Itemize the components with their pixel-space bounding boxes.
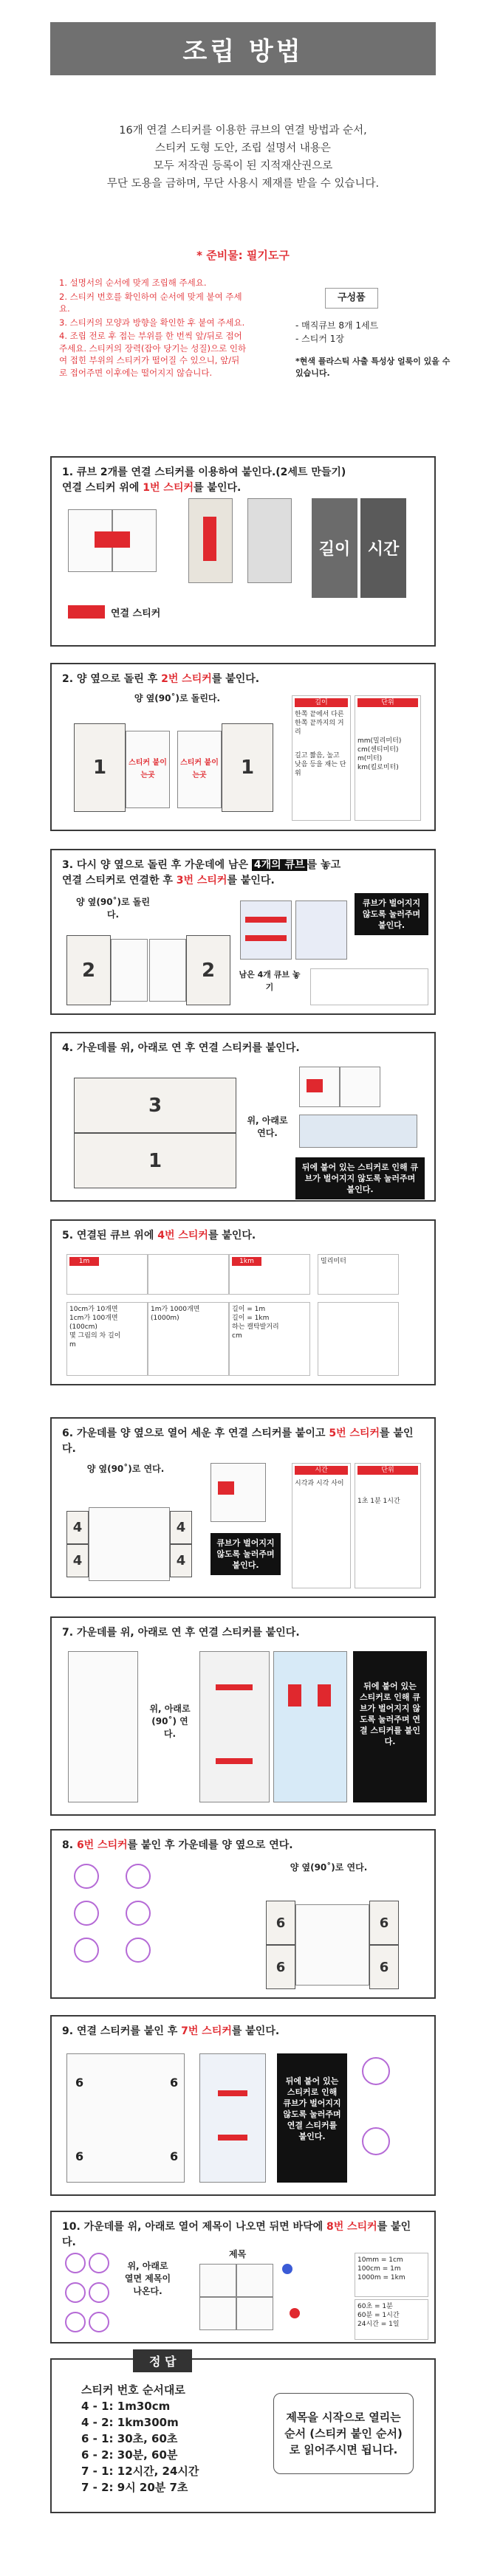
sticker-number: 3번 스티커 [176, 875, 227, 886]
connect-sticker [218, 1481, 234, 1495]
title-label: 제목 [229, 2249, 247, 2259]
tip-note: 뒤에 붙어 있는 스티커로 인해 큐브가 벌어지지 않도록 눌러주며 붙인다. [295, 1157, 425, 1199]
step-title [52, 850, 434, 893]
card-text: 60초 = 1분 [357, 2303, 393, 2310]
clock-icon [65, 2282, 86, 2303]
connect-sticker [307, 1079, 323, 1092]
cube-photo [295, 900, 347, 960]
photo-length: 길이 [312, 498, 357, 598]
step-caption: 양 옆(90˚)로 연다. [86, 1464, 165, 1474]
card-text: 60분 = 1시간 [357, 2312, 400, 2319]
cube-photo [199, 2053, 266, 2183]
cube-face [199, 2264, 236, 2297]
answer-item: 7 - 1: 12시간, 24시간 [81, 2465, 199, 2478]
tip-note: 큐브가 벌어지지 않도록 눌러주며 붙인다. [355, 893, 428, 935]
connect-sticker [95, 531, 130, 548]
card-text: 10cm가 10개면 [69, 1306, 118, 1313]
step-caption: 양 옆(90˚)로 돌린다. [76, 897, 150, 920]
cube-face [340, 1067, 380, 1107]
sticker-number: 2번 스티커 [161, 673, 212, 685]
parts-box [295, 288, 451, 379]
step-title-line [62, 481, 424, 496]
cube-face [89, 1507, 170, 1581]
cube-face [236, 2297, 273, 2330]
cube-face: 1 [222, 723, 273, 812]
clock-icon [74, 1864, 99, 1889]
cube-photo [273, 1651, 347, 1802]
card-text: 1m가 1000개면 (1000m) [151, 1306, 200, 1322]
rules-list [59, 277, 247, 380]
cube-face: 4 [66, 1544, 89, 1577]
card-header: 길이 [295, 698, 348, 707]
sticker-card [292, 1463, 351, 1588]
cube-face: 6 [266, 1901, 295, 1945]
sticker-card [355, 2253, 428, 2297]
clock-icon [126, 1938, 151, 1963]
rule-item: 1. 설명서의 순서에 맞게 조립해 주세요. [59, 278, 207, 288]
sticker-card [66, 1302, 148, 1376]
sticker-card [229, 1302, 310, 1376]
sticker-number: 6번 스티커 [76, 1839, 128, 1851]
cube-face [149, 939, 186, 1002]
step-1 [50, 456, 436, 647]
card-text: 1cm가 100개면 (100cm) [69, 1315, 118, 1331]
tip-note: 뒤에 붙어 있는 스티커로 인해 큐브가 벌어지지 않도록 눌러주며 연결 스티커를 붙인다. [353, 1651, 427, 1802]
answer-item: 6 - 2: 30분, 60분 [81, 2448, 178, 2462]
ruler-card [229, 1254, 310, 1295]
clock-icon [65, 2253, 86, 2273]
step-title-line [62, 858, 424, 873]
card-text: 길이 = 1km [232, 1315, 270, 1322]
step-10 [50, 2211, 436, 2343]
legend-label: 연결 스티커 [111, 608, 161, 619]
answer-head: 스티커 번호 순서대로 [81, 2383, 185, 2397]
connect-sticker [218, 2135, 247, 2141]
highlight-text: 4개의 큐브 [252, 859, 307, 871]
clock-icon [362, 2057, 390, 2085]
answer-item: 4 - 2: 1km300m [81, 2416, 179, 2429]
sticker-card [148, 1302, 229, 1376]
step-7 [50, 1616, 436, 1816]
step-title: 7. 가운데를 위, 아래로 연 후 연결 스티커를 붙인다. [62, 1627, 300, 1639]
cube-face: 6 [266, 1945, 295, 1989]
cube-face: 3 [74, 1078, 236, 1133]
title-text: 를 붙인다. [62, 2221, 411, 2248]
title-text: 를 붙인다. [211, 673, 260, 685]
step-title [52, 1831, 434, 1858]
cube-face [111, 939, 148, 1002]
connect-sticker [245, 917, 287, 923]
title-text: 5. 연결된 큐브 위에 [62, 1230, 158, 1241]
notice-line: 16개 연결 스티커를 이용한 큐브의 연결 방법과 순서, [119, 125, 367, 137]
cube-face: 6 [369, 1901, 399, 1945]
sticker-card [355, 1463, 421, 1588]
cube-face: 4 [170, 1544, 192, 1577]
title-text: 를 붙인다. [62, 1428, 414, 1455]
cube-face: 2 [66, 935, 111, 1005]
cube-photo [240, 900, 292, 960]
title-text: 를 붙인다. [208, 1230, 256, 1241]
title-text: 연결 스티커로 연결한 후 [62, 875, 177, 886]
cube-face [247, 498, 292, 583]
prep-header: * 준비물: 필기도구 [196, 249, 290, 262]
photo-time: 시간 [360, 498, 406, 598]
connect-sticker [245, 935, 287, 941]
card-header: 시간 [295, 1466, 348, 1475]
card-text: 길이 = 1m [232, 1306, 266, 1313]
unit-item: km(킬로미터) [357, 764, 399, 771]
ruler-card [148, 1254, 229, 1295]
cube-number: 6 [170, 2076, 179, 2090]
answer-list [81, 2382, 199, 2496]
sticker-spot: 스티커 붙이는곳 [180, 759, 219, 779]
ruler-label: 1m [69, 1257, 99, 1266]
title-text: 연결 스티커 위에 [62, 482, 143, 494]
rule-item: 2. 스티커 번호를 확인하여 순서에 맞게 붙여 주세요. [59, 291, 242, 314]
notice-line: 모두 저작권 등록이 된 지적재산권으로 [153, 160, 333, 172]
card-text: 하는 캘탁발거리 [232, 1323, 279, 1331]
sticker-number: 4번 스티커 [157, 1230, 208, 1241]
connect-sticker [216, 1758, 253, 1764]
ruler-card [66, 1254, 148, 1295]
card-text: 1000m = 1km [357, 2274, 405, 2281]
copyright-notice [0, 122, 486, 193]
step-caption: 위, 아래로 연다. [247, 1115, 288, 1138]
clock-icon [126, 1864, 151, 1889]
step-title [52, 2017, 434, 2044]
title-text: 6. 가운데를 양 옆으로 열어 세운 후 연결 스티커를 붙이고 [62, 1428, 329, 1439]
marker-dot [290, 2308, 300, 2318]
sticker-card [318, 1302, 399, 1376]
step-title-line: 1. 큐브 2개를 연결 스티커를 이용하여 붙인다.(2세트 만들기) [62, 466, 346, 478]
title-text: 를 붙인다. [227, 875, 275, 886]
step-title: 4. 가운데를 위, 아래로 연 후 연결 스티커를 붙인다. [62, 1042, 300, 1054]
cube-face: 4 [170, 1511, 192, 1544]
card-header: 단위 [357, 1466, 418, 1475]
title-text: 9. 연결 스티커를 붙인 후 [62, 2025, 182, 2037]
sticker-number: 8번 스티커 [326, 2221, 377, 2233]
notice-line: 스티커 도형 도안, 조립 설명서 내용은 [155, 142, 331, 154]
step-caption: 위, 아래로(90˚) 연다. [149, 1704, 191, 1739]
title-text: 2. 양 옆으로 돌린 후 [62, 673, 162, 685]
card-text: 몇 그림의 차 길이 [69, 1332, 121, 1340]
sticker-card [355, 695, 421, 821]
sticker-card [310, 968, 428, 1005]
step-caption: 위, 아래로 열면 제목이 나온다. [124, 2261, 171, 2296]
step-title [52, 664, 434, 692]
cube-face [66, 2053, 185, 2183]
answer-item: 4 - 1: 1m30cm [81, 2400, 171, 2413]
sticker-card [292, 695, 351, 821]
step-title-line [62, 873, 424, 889]
cube-face: 2 [186, 935, 230, 1005]
step-caption: 남은 4개 큐브 놓기 [239, 970, 301, 992]
answer-item: 6 - 1: 30초, 60초 [81, 2432, 178, 2445]
answer-box [50, 2355, 436, 2513]
cube-face: 1 [74, 1133, 236, 1188]
connect-sticker [318, 1684, 331, 1707]
sticker-card [355, 2299, 428, 2340]
page-title: 조립 방법 [50, 22, 436, 75]
clock-icon [89, 2312, 109, 2332]
connect-sticker [216, 1684, 253, 1690]
clock-icon [89, 2282, 109, 2303]
step-caption: 양 옆(90˚)로 연다. [290, 1862, 368, 1873]
card-text: 길고 짧음, 높고 낮음 등을 재는 단위 [295, 752, 346, 777]
answer-badge: 정 답 [133, 2349, 192, 2372]
connect-sticker [203, 517, 216, 561]
step-5 [50, 1219, 436, 1385]
tip-note: 뒤에 붙어 있는 스티커로 인해 큐브가 벌어지지 않도록 눌러주며 연결 스티커를 붙인다. [277, 2053, 347, 2183]
ruler-label: 밀리미터 [321, 1258, 346, 1265]
clock-icon [89, 2253, 109, 2273]
cube-face [199, 2297, 236, 2330]
step-title [52, 458, 434, 500]
step-8 [50, 1829, 436, 1999]
step-6 [50, 1417, 436, 1598]
sticker-number: 7번 스티커 [181, 2025, 232, 2037]
unit-item: m(미터) [357, 755, 383, 762]
cube-number: 6 [75, 2149, 84, 2163]
legend-swatch [68, 605, 105, 619]
title-text: 10. 가운데를 위, 아래로 열어 제목이 나오면 뒤면 바닥에 [62, 2221, 326, 2233]
clock-icon [362, 2127, 390, 2155]
cube-face: 1 [74, 723, 126, 812]
notice-line: 무단 도용을 금하며, 무단 사용시 제재를 받을 수 있습니다. [106, 178, 380, 190]
card-text: 10mm = 1cm [357, 2256, 403, 2264]
parts-item: - 스티커 1장 [295, 334, 344, 344]
cube-face [68, 1651, 138, 1802]
title-text: 3. 다시 양 옆으로 돌린 후 가운데에 남은 [62, 859, 252, 871]
title-text: 를 붙인다. [231, 2025, 280, 2037]
clock-icon [74, 1901, 99, 1926]
parts-badge: 구성품 [325, 288, 378, 309]
step-caption: 양 옆(90˚)로 돌린다. [134, 693, 221, 703]
answer-item: 7 - 2: 9시 20분 7초 [81, 2481, 188, 2494]
card-text: 시각과 시각 사이 [295, 1480, 344, 1487]
ruler-card [318, 1254, 399, 1295]
clock-icon [74, 1938, 99, 1963]
step-title [52, 1419, 434, 1461]
step-2 [50, 663, 436, 831]
marker-dot [282, 2264, 292, 2274]
card-text: 한쪽 끝에서 다른 한쪽 끝까지의 거리 [295, 711, 344, 736]
cube-face [295, 1904, 369, 1986]
unit-item: cm(센티미터) [357, 746, 399, 754]
rule-item: 3. 스티커의 모양과 방향을 확인한 후 붙여 주세요. [59, 317, 245, 328]
step-title [52, 1221, 434, 1248]
ruler-label: 1km [232, 1257, 261, 1266]
card-text: 24시간 = 1일 [357, 2321, 400, 2328]
connect-sticker [218, 2090, 247, 2096]
clock-icon [65, 2312, 86, 2332]
unit-item: mm(밀리미터) [357, 737, 402, 745]
reading-order-note: 제목을 시작으로 열리는 순서 (스티커 붙인 순서)로 읽어주시면 됩니다. [273, 2393, 414, 2474]
card-header: 단위 [357, 698, 418, 707]
sticker-number: 1번 스티커 [143, 482, 194, 494]
connect-sticker [288, 1684, 301, 1707]
cube-face: 4 [66, 1511, 89, 1544]
cube-face: 6 [369, 1945, 399, 1989]
parts-note: *현색 플라스틱 사출 특성상 얼룩이 있을 수 있습니다. [295, 357, 451, 378]
step-3 [50, 849, 436, 1015]
title-text: 를 붙인다. [194, 482, 242, 494]
cube-number: 6 [170, 2149, 179, 2163]
cube-photo [199, 1651, 270, 1802]
sticker-spot: 스티커 붙이는곳 [129, 759, 167, 779]
cube-face [236, 2264, 273, 2297]
cube-photo [299, 1115, 417, 1148]
card-text: 100cm = 1m [357, 2265, 401, 2273]
cube-number: 6 [75, 2076, 84, 2090]
title-text: 를 붙인 후 가운데를 양 옆으로 연다. [127, 1839, 293, 1851]
title-text: 8. [62, 1839, 77, 1851]
card-text: cm [232, 1332, 242, 1340]
clock-icon [126, 1901, 151, 1926]
parts-item: - 매직큐브 8개 1세트 [295, 320, 379, 331]
step-9 [50, 2015, 436, 2196]
card-text: m [69, 1341, 76, 1349]
rule-item: 4. 조립 전로 후 접는 부위를 한 번씩 앞/뒤로 접어 주세요. 스티커의 장력(잡아 당기는 성질)으로 인하여 접힌 부위의 스티커가 떨어질 수 있으니, 앞/뒤로 접어주면 이후에는 떨어지지 않습니다. [59, 331, 247, 378]
step-4 [50, 1032, 436, 1202]
title-text: 를 놓고 [307, 859, 341, 871]
tip-note: 큐브가 벌어지지 않도록 눌러주며 붙인다. [211, 1533, 281, 1575]
card-text: 1초 1분 1시간 [357, 1498, 400, 1505]
sticker-number: 5번 스티커 [329, 1428, 380, 1439]
